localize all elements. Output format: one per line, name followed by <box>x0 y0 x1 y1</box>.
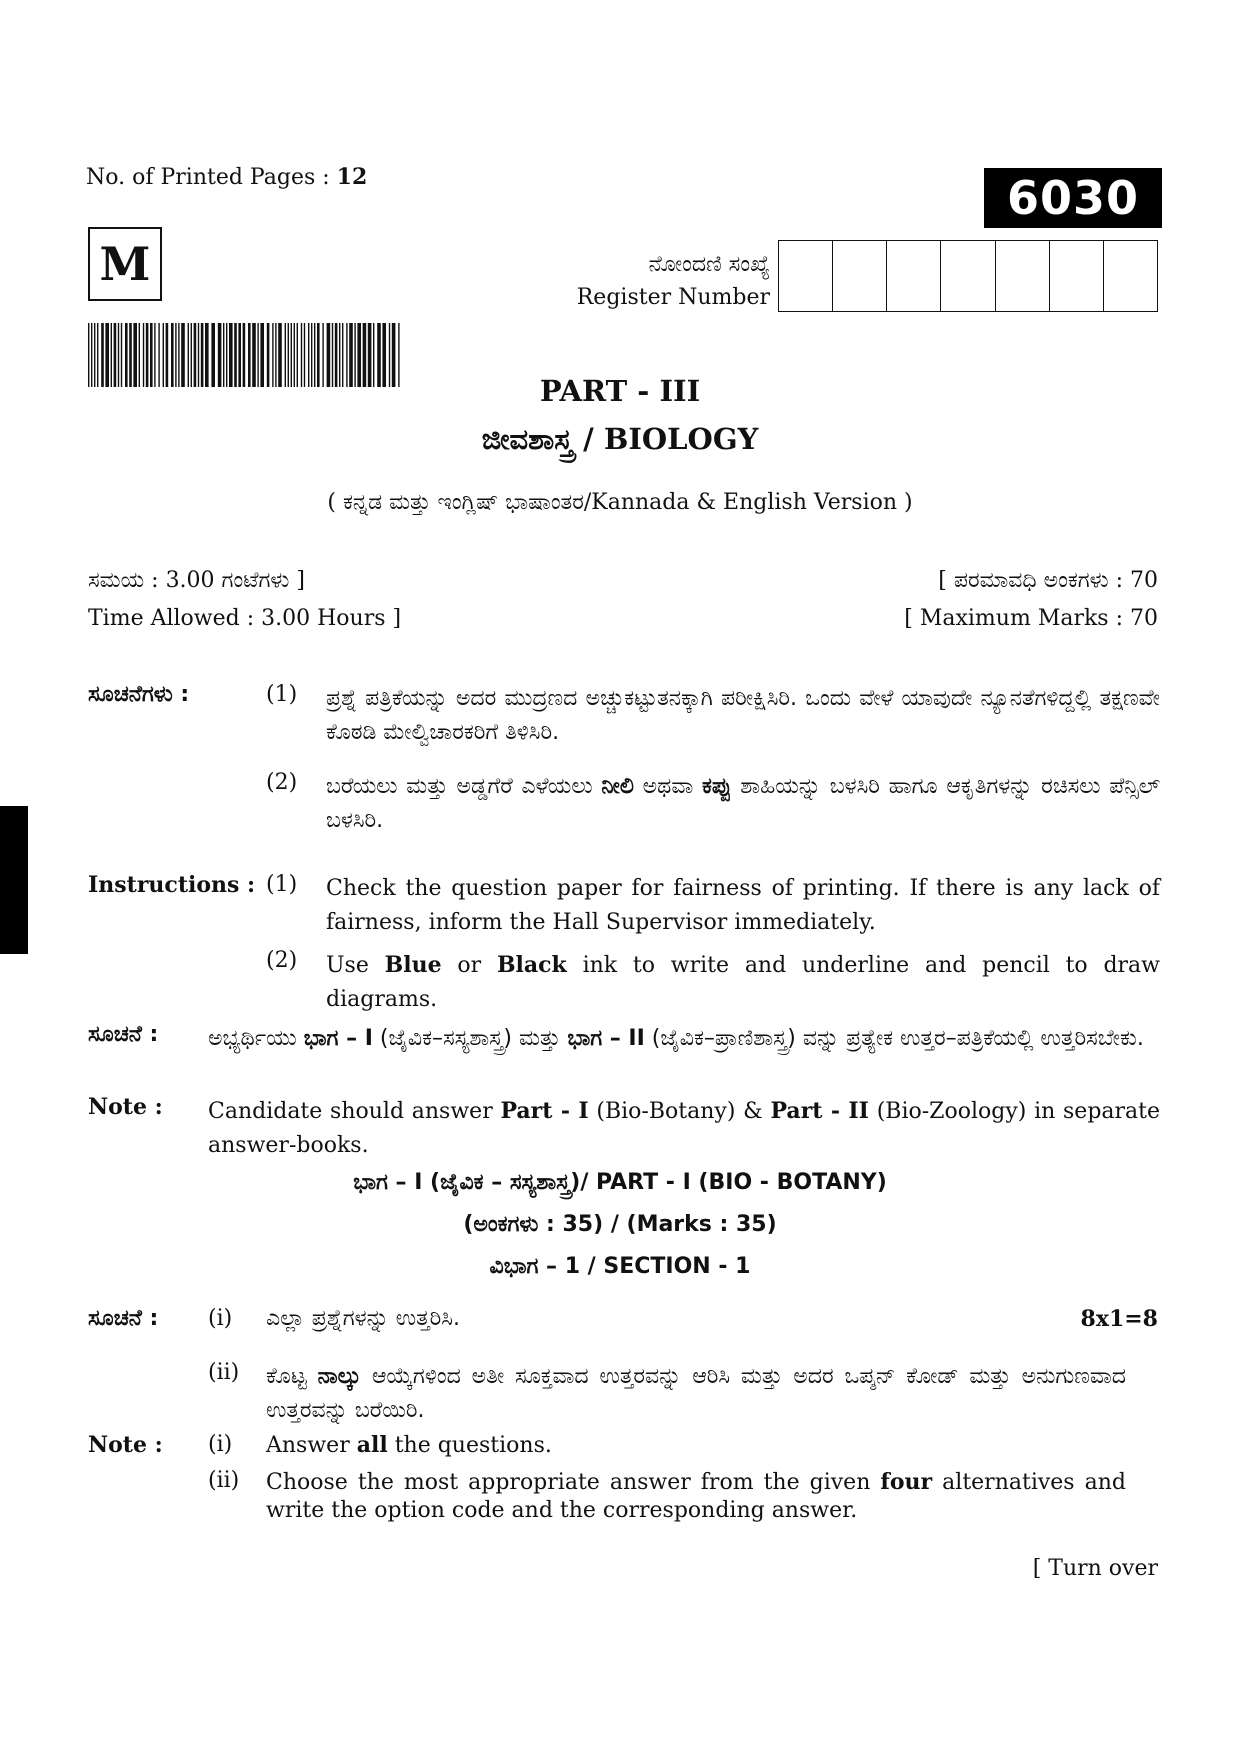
instruction-text-en <box>326 948 1160 1017</box>
bold-text: ಭಾಗ – II <box>567 1026 645 1051</box>
instructions-label-en: Instructions : <box>88 872 256 898</box>
bold-text: all <box>356 1432 388 1458</box>
text-span: (ಜೈವಿಕ–ಸಸ್ಯಶಾಸ್ತ್ರ) ಮತ್ತು <box>372 1026 568 1051</box>
text-span: alternatives and write the option code and the corresponding answer. <box>266 1470 1126 1523</box>
page-edge-mark <box>0 806 28 954</box>
text-span: ಅಭ್ಯರ್ಥಿಯು <box>208 1026 304 1051</box>
question-note-number: (i) <box>208 1306 233 1331</box>
register-digit-box <box>996 241 1050 311</box>
question-note-number: (i) <box>208 1432 233 1457</box>
bold-text: ಭಾಗ – I <box>303 1026 373 1051</box>
bold-text: ಕಪ್ಪು <box>702 774 732 799</box>
note-label-kn: ಸೂಚನೆ : <box>88 1022 159 1047</box>
text-span: ಆಯ್ಕೆಗಳಿಂದ ಅತೀ ಸೂಕ್ತವಾದ ಉತ್ತರವನ್ನು ಆರಿಸಿ ಮತ್ತು ಅದರ ಒಪ್ಶನ್ ಕೋಡ್ ಮತ್ತು ಅನುಗುಣವಾದ ಉತ್ತರವನ್ನು ಬರೆಯಿರಿ. <box>266 1364 1127 1423</box>
register-digit-box <box>941 241 995 311</box>
text-span: ಬರೆಯಲು ಮತ್ತು ಅಡ್ಡಗೆರೆ ಎಳೆಯಲು <box>326 774 602 799</box>
question-note-text-en <box>266 1432 552 1458</box>
register-label-kn: ನೋಂದಣಿ ಸಂಖ್ಯೆ <box>648 252 770 277</box>
register-digit-box <box>1104 241 1157 311</box>
question-note-label-kn: ಸೂಚನೆ : <box>88 1306 159 1331</box>
bold-text: four <box>880 1469 933 1495</box>
register-number-grid <box>778 240 1158 312</box>
subject-title-kn: ಜೀವಶಾಸ್ತ್ರ <box>481 422 574 456</box>
question-note-text-en <box>266 1468 1126 1525</box>
text-span: (ಜೈವಿಕ–ಪ್ರಾಣಿಶಾಸ್ತ್ರ) ವನ್ನು ಪ್ರತ್ಯೇಕ ಉತ್ತರ–ಪತ್ರಿಕೆಯಲ್ಲಿ ಉತ್ತರಿಸಬೇಕು. <box>644 1026 1144 1051</box>
bold-text: Part - I <box>500 1098 589 1124</box>
register-number-label <box>540 248 770 314</box>
instruction-number: (2) <box>266 948 298 973</box>
printed-pages <box>86 164 367 190</box>
text-span: ಶಾಹಿಯನ್ನು ಬಳಸಿರಿ ಹಾಗೂ ಆಕೃತಿಗಳನ್ನು ರಚಿಸಲು ಪೆನ್ಸಿಲ್ ಬಳಸಿರಿ. <box>326 774 1160 833</box>
instruction-text-en: Check the question paper for fairness of printing. If there is any lack of fairness, inform the Hall Supervisor immediately. <box>326 876 1160 935</box>
turn-over-note: [ Turn over <box>1032 1556 1158 1581</box>
subject-title-en: BIOLOGY <box>603 422 759 456</box>
section-part-heading: ಭಾಗ – I (ಜೈವಿಕ – ಸಸ್ಯಶಾಸ್ತ್ರ)/ PART - I (BIO - BOTANY) <box>353 1170 887 1195</box>
max-marks-en: [ Maximum Marks : 70 <box>904 606 1158 631</box>
text-span: ಕೊಟ್ಟ <box>266 1364 318 1389</box>
bold-text: ನಾಲ್ಕು <box>317 1364 361 1389</box>
time-allowed-kn: ಸಮಯ : 3.00 ಗಂಟೆಗಳು ] <box>88 568 305 593</box>
instruction-number: (1) <box>266 682 298 707</box>
subject-title <box>0 422 1240 457</box>
instruction-text-kn <box>326 770 1160 838</box>
bold-text: Black <box>496 952 567 978</box>
register-digit-box <box>779 241 833 311</box>
question-note-number: (ii) <box>208 1360 240 1385</box>
register-digit-box <box>1050 241 1104 311</box>
section-marks-heading: (ಅಂಕಗಳು : 35) / (Marks : 35) <box>463 1212 777 1237</box>
register-digit-box <box>887 241 941 311</box>
part-title: PART - III <box>539 374 701 408</box>
text-span: the questions. <box>387 1433 552 1458</box>
instruction-number: (2) <box>266 770 298 795</box>
series-letter: M <box>88 227 162 301</box>
printed-pages-label: No. of Printed Pages : <box>86 165 330 190</box>
question-note-text-kn <box>266 1360 1126 1428</box>
section-heading: ವಿಭಾಗ – 1 / SECTION - 1 <box>489 1254 751 1279</box>
printed-pages-count: 12 <box>336 164 368 190</box>
note-text-en <box>208 1094 1160 1163</box>
text-span: ink to write and underline and pencil to draw diagrams. <box>326 953 1161 1012</box>
text-span: (Bio-Botany) & <box>588 1099 771 1124</box>
bold-text: ನೀಲಿ <box>601 774 634 799</box>
text-span: Candidate should answer <box>208 1099 501 1124</box>
register-digit-box <box>833 241 887 311</box>
time-allowed-en: Time Allowed : 3.00 Hours ] <box>88 606 402 631</box>
subject-title-separator: / <box>573 422 604 456</box>
text-span: or <box>441 953 497 978</box>
register-label-en: Register Number <box>576 285 770 310</box>
max-marks-kn: [ ಪರಮಾವಧಿ ಅಂಕಗಳು : 70 <box>938 568 1158 593</box>
section-marks-formula: 8x1=8 <box>1080 1306 1158 1332</box>
note-text-kn <box>208 1022 1160 1056</box>
question-note-text-kn: ಎಲ್ಲಾ ಪ್ರಶ್ನೆಗಳನ್ನು ಉತ್ತರಿಸಿ. <box>266 1306 460 1331</box>
bold-text: Blue <box>384 952 442 978</box>
bold-text: Part - II <box>770 1098 869 1124</box>
text-span: ಅಥವಾ <box>633 774 703 799</box>
note-label-en: Note : <box>88 1094 163 1120</box>
text-span: Answer <box>266 1433 357 1458</box>
question-note-number: (ii) <box>208 1468 240 1493</box>
paper-code: 6030 <box>984 168 1162 228</box>
question-note-label-en: Note : <box>88 1432 163 1458</box>
version-note: ( ಕನ್ನಡ ಮತ್ತು ಇಂಗ್ಲಿಷ್ ಭಾಷಾಂತರ/Kannada & English Version ) <box>327 490 913 515</box>
text-span: (Bio-Zoology) in separate answer-books. <box>208 1099 1161 1158</box>
instructions-label-kn: ಸೂಚನೆಗಳು : <box>88 682 190 707</box>
text-span: Use <box>326 953 385 978</box>
text-span: Choose the most appropriate answer from the given <box>266 1470 881 1495</box>
instruction-number: (1) <box>266 872 298 897</box>
instruction-text-kn: ಪ್ರಶ್ನೆ ಪತ್ರಿಕೆಯನ್ನು ಅದರ ಮುದ್ರಣದ ಅಚ್ಚುಕಟ್ಟುತನಕ್ಕಾಗಿ ಪರೀಕ್ಷಿಸಿರಿ. ಒಂದು ವೇಳೆ ಯಾವುದೇ ನ್ಯೂನತೆಗಳಿದ್ದಲ್ಲಿ ತಕ್ಷಣವೇ ಕೊಠಡಿ ಮೇಲ್ವಿಚಾರಕರಿಗೆ ತಿಳಿಸಿರಿ. <box>326 686 1160 745</box>
